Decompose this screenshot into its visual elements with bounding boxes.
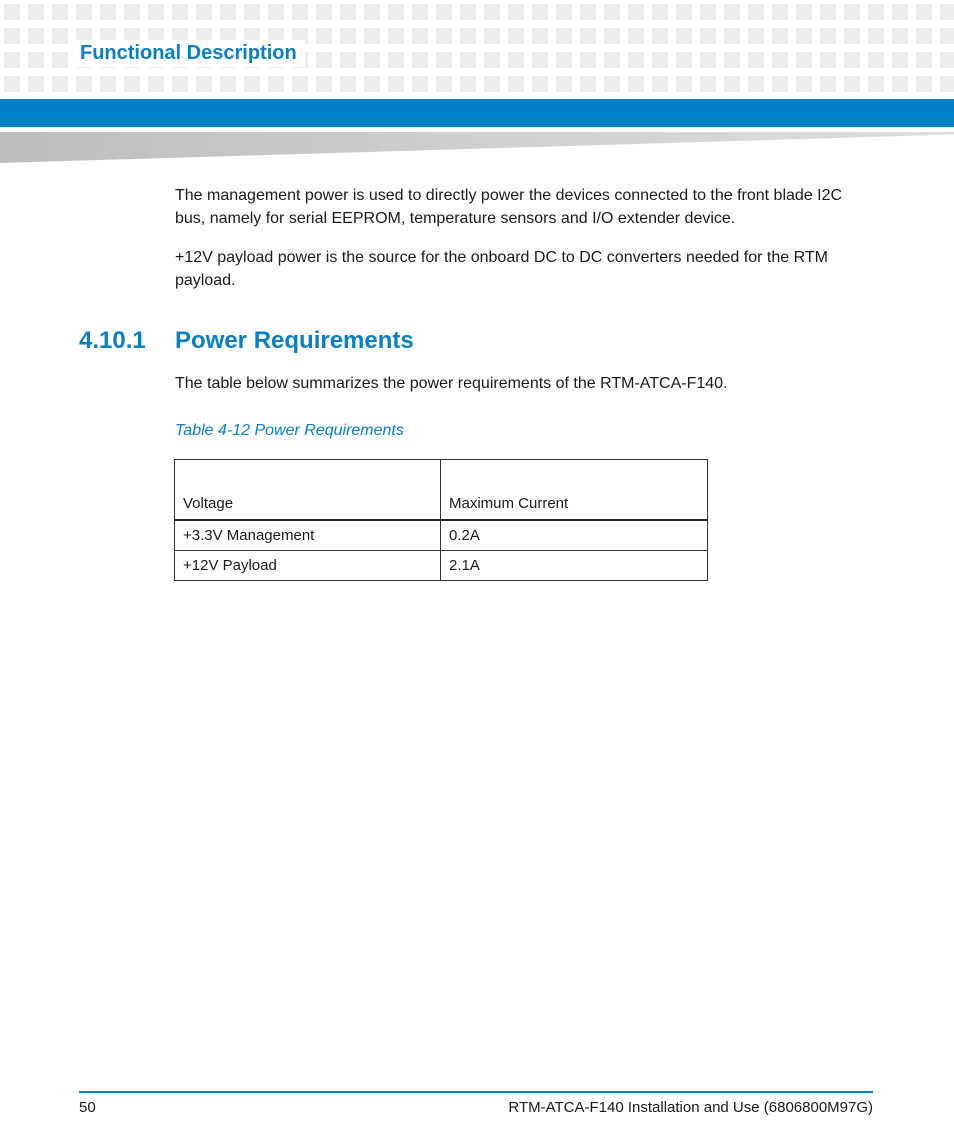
table-caption: Table 4-12 Power Requirements [175, 422, 404, 439]
table-cell-voltage: +12V Payload [175, 551, 441, 581]
paragraph-table-intro: The table below summarizes the power requirements of the RTM-ATCA-F140. [175, 375, 728, 392]
table-cell-current: 2.1A [441, 551, 708, 581]
section-heading [79, 327, 414, 355]
section-number: 4.10.1 [79, 327, 146, 354]
table-cell-current: 0.2A [441, 520, 708, 551]
table-row [175, 551, 708, 581]
paragraph-management-power: The management power is used to directly power the devices connected to the front blade I2C bus, namely for serial EEPROM, temperature sensors and I/O extender device. [175, 187, 843, 227]
column-header-voltage: Voltage [175, 460, 441, 521]
header-blue-bar [0, 99, 954, 127]
paragraph-payload-power: +12V payload power is the source for the onboard DC to DC converters needed for the RTM payload. [175, 249, 828, 289]
document-title: RTM-ATCA-F140 Installation and Use (6806800M97G) [508, 1099, 873, 1116]
table-row [175, 520, 708, 551]
table-cell-voltage: +3.3V Management [175, 520, 441, 551]
chapter-title: Functional Description [72, 40, 305, 67]
section-title: Power Requirements [175, 327, 414, 354]
column-header-maximum-current: Maximum Current [441, 460, 708, 521]
table-header-row [175, 460, 708, 521]
page-number: 50 [79, 1099, 96, 1116]
footer-rule [79, 1091, 873, 1093]
power-requirements-table [174, 459, 708, 581]
header-grey-wedge [0, 132, 954, 163]
